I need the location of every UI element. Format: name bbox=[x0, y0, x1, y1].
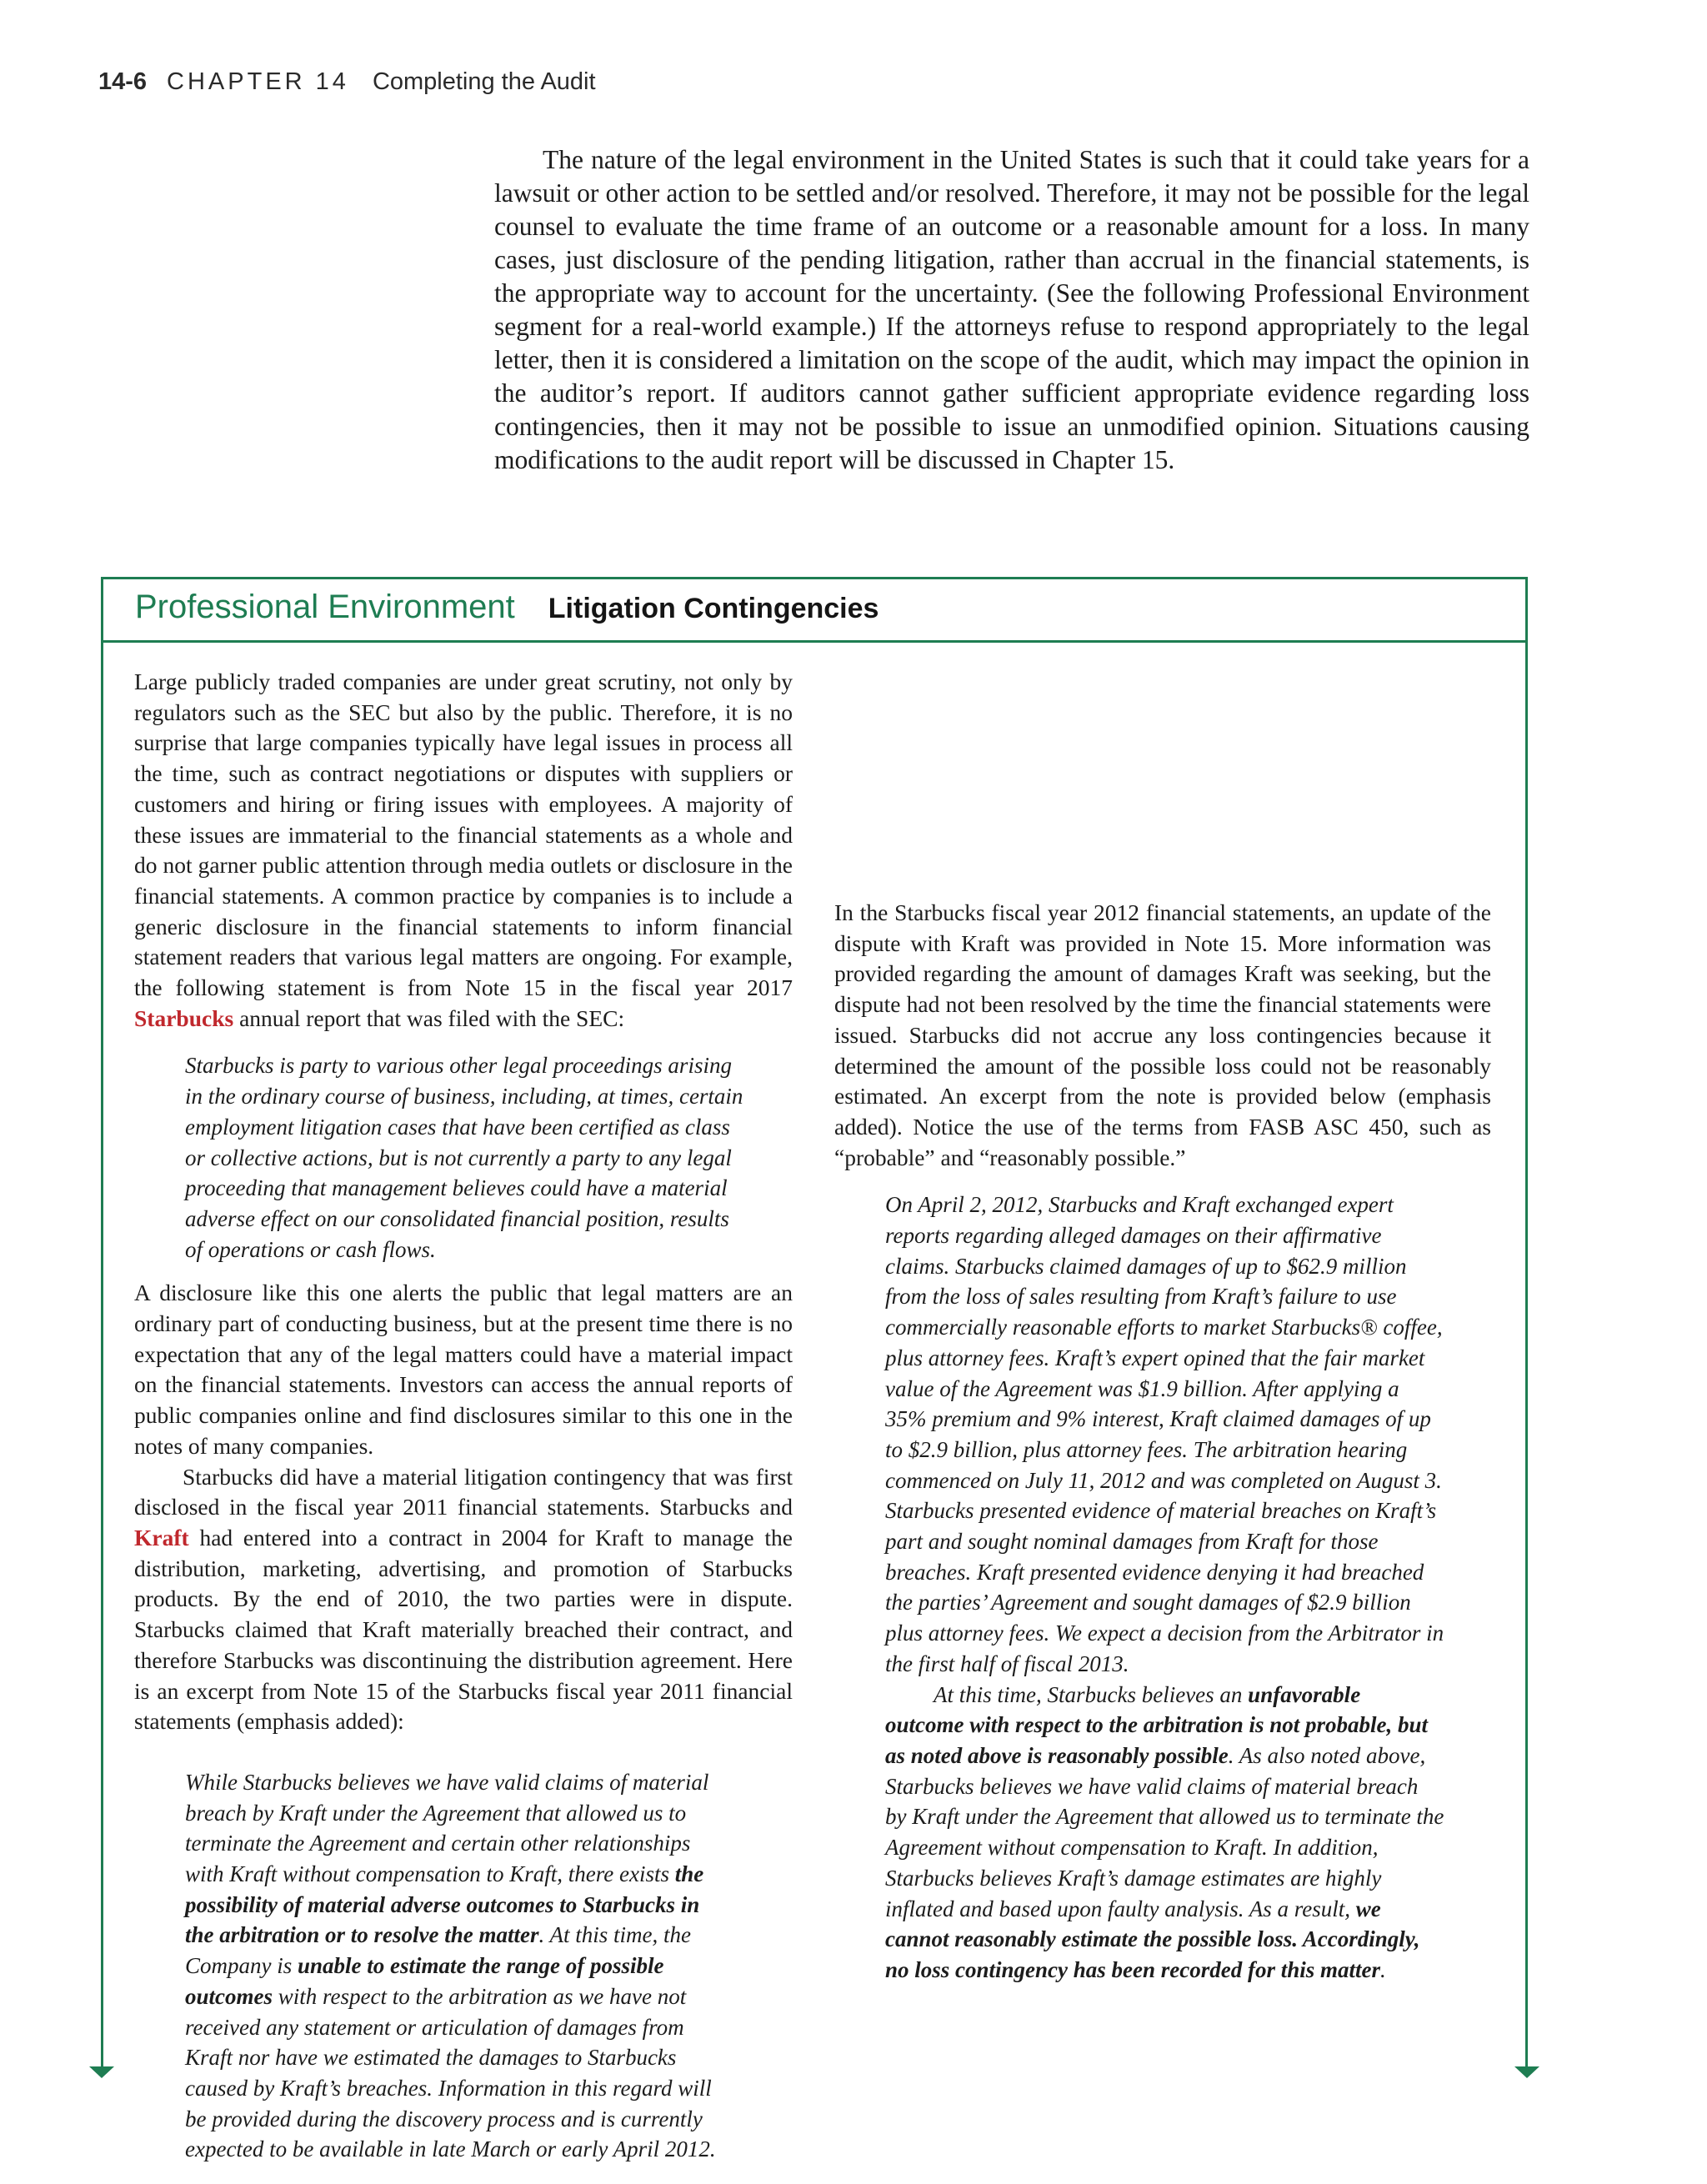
paragraph-2: A disclosure like this one alerts the public that legal matters are an ordinary part of conducting business, but at the present time there is no expectation that any of the legal matters could have a material impact on the financial statements. Investors can access the annual reports of public companies online and find disclosures similar to this one in the notes of many companies. bbox=[134, 1280, 793, 1459]
box-left-column bbox=[134, 667, 793, 2165]
chapter-title: Completing the Audit bbox=[372, 68, 596, 95]
box-right-rule bbox=[1525, 577, 1528, 2073]
starbucks-link[interactable]: Starbucks bbox=[134, 1004, 234, 1031]
running-head bbox=[98, 68, 596, 96]
box-title bbox=[135, 589, 879, 626]
paragraph-3: Starbucks did have a material litigation contingency that was first disclosed in the fiscal year 2011 financial statements. Starbucks and Kraft had entered into a contract in 2004 for Kraft to manage the distribution, marketing, advertising, and promotion of Starbucks products. By the end of 2010, the two parties were in dispute. Starbucks claimed that Kraft materially breached their contract, and therefore Starbucks was discontinuing the distribution agreement. Here is an excerpt from Note 15 of the Starbucks fiscal year 2011 financial statements (emphasis added): bbox=[134, 1463, 793, 1735]
continue-arrow-icon bbox=[1514, 2066, 1539, 2078]
paragraph-4: In the Starbucks fiscal year 2012 financial statements, an update of the dispute with Kraft was provided in Note 15. More information was provided regarding the amount of damages Kraft was seeking, but the dispute had not been resolved by the time the financial statements were issued. Starbucks did not accrue any loss contingencies because it determined the amount of the possible loss could not be reasonably estimated. An excerpt from the note is provided below (emphasis added). Notice the use of the terms from FASB ASC 450, such as “probable” and “reasonably possible.” bbox=[834, 899, 1491, 1170]
box-top-rule bbox=[101, 577, 1528, 579]
intro-paragraph: The nature of the legal environment in the United States is such that it could take years for a lawsuit or other action to be settled and/or resolved. Therefore, it may not be possible for the legal counsel to evaluate the time frame of an outcome or a reasonable amount for a loss. In many cases, just disclosure of the pending litigation, rather than accrual in the financial statements, is the appropriate way to account for the uncertainty. (See the following Professional Environment segment for a real-world example.) If the attorneys refuse to respond appropriately to the legal letter, then it is considered a limitation on the scope of the audit, which may impact the opinion in the auditor’s report. If auditors cannot gather sufficient appropriate evidence regarding loss contingencies, then it may not be possible to issue an unmodified opinion. Situations causing modifications to the audit report will be discussed in Chapter 15. bbox=[494, 145, 1529, 474]
continue-arrow-icon bbox=[89, 2066, 114, 2078]
quote-fy2012-note: On April 2, 2012, Starbucks and Kraft exchanged expert reports regarding alleged damages on their affirmative claims. Starbucks claimed damages of up to $62.9 million from the loss of sales resulting from Kraft’s failure to use commercially reasonable efforts to market Starbucks® coffee, plus attorney fees. Kraft’s expert opined that the fair market value of the Agreement was $1.9 billion. After applying a 35% premium and 9% interest, Kraft claimed damages of up to $2.9 billion, plus attorney fees. The arbitration hearing commenced on July 11, 2012 and was completed on August 3. Starbucks presented evidence of material breaches on Kraft’s part and sought nominal damages from Kraft for those breaches. Kraft presented evidence denying it had breached the parties’ Agreement and sought damages of $2.9 billion plus attorney fees. We expect a decision from the Arbitrator in the first half of fiscal 2013. bbox=[885, 1192, 1444, 1676]
box-label: Professional Environment bbox=[135, 589, 515, 625]
quote-fy2012-conclusion: At this time, Starbucks believes an unfavorable outcome with respect to the arbitration is not probable, but as noted above is reasonably possible. As also noted above, Starbucks believes we have valid claims of material breach by Kraft under the Agreement that allowed us to terminate the Agreement without compensation to Kraft. In addition, Starbucks believes Kraft’s damage estimates are highly inflated and based upon faulty analysis. As a result, we cannot reasonably estimate the possible loss. Accordingly, no loss contingency has been recorded for this matter. bbox=[885, 1681, 1444, 1982]
box-right-flow bbox=[834, 898, 1491, 1982]
paragraph-1: Large publicly traded companies are under great scrutiny, not only by regulators such as the SEC but also by the public. Therefore, it is no surprise that large companies typically have legal issues in process all the time, such as contract negotiations or disputes with suppliers or customers and hiring or firing issues with employees. A majority of these issues are immaterial to the financial statements as a whole and do not garner public attention through media outlets or disclosure in the financial statements. A common practice by companies is to include a generic disclosure in the financial statements to inform financial statement readers that various legal matters are ongoing. For example, the following statement is from Note 15 in the fiscal year 2017 Starbucks annual report that was filed with the SEC: bbox=[134, 669, 793, 1031]
box-right-column bbox=[834, 667, 1491, 1982]
page-number: 14-6 bbox=[98, 68, 148, 95]
box-left-rule bbox=[101, 577, 103, 2073]
box-subtitle: Litigation Contingencies bbox=[548, 593, 879, 624]
chapter-label: CHAPTER 14 bbox=[167, 68, 349, 95]
kraft-link[interactable]: Kraft bbox=[134, 1524, 189, 1550]
box-header-rule bbox=[101, 640, 1528, 643]
quote-fy2011-note: While Starbucks believes we have valid claims of material breach by Kraft under the Agreement that allowed us to terminate the Agreement and certain other relationships with Kraft without compensation to Kraft, there exists the possibility of material adverse outcomes to Starbucks in the arbitration or to resolve the matter. At this time, the Company is unable to estimate the range of possible outcomes with respect to the arbitration as we have not received any statement or articulation of damages from Kraft nor have we estimated the damages to Starbucks caused by Kraft’s breaches. Information in this regard will be provided during the discovery process and is currently expected to be available in late March or early April 2012. bbox=[185, 1769, 716, 2162]
quote-fy2017-note: Starbucks is party to various other legal proceedings arising in the ordinary course of business, including, at times, certain employment litigation cases that have been certified as class or collective actions, but is not currently a party to any legal proceeding that management believes could have a material adverse effect on our consolidated financial position, results of operations or cash flows. bbox=[185, 1053, 743, 1262]
